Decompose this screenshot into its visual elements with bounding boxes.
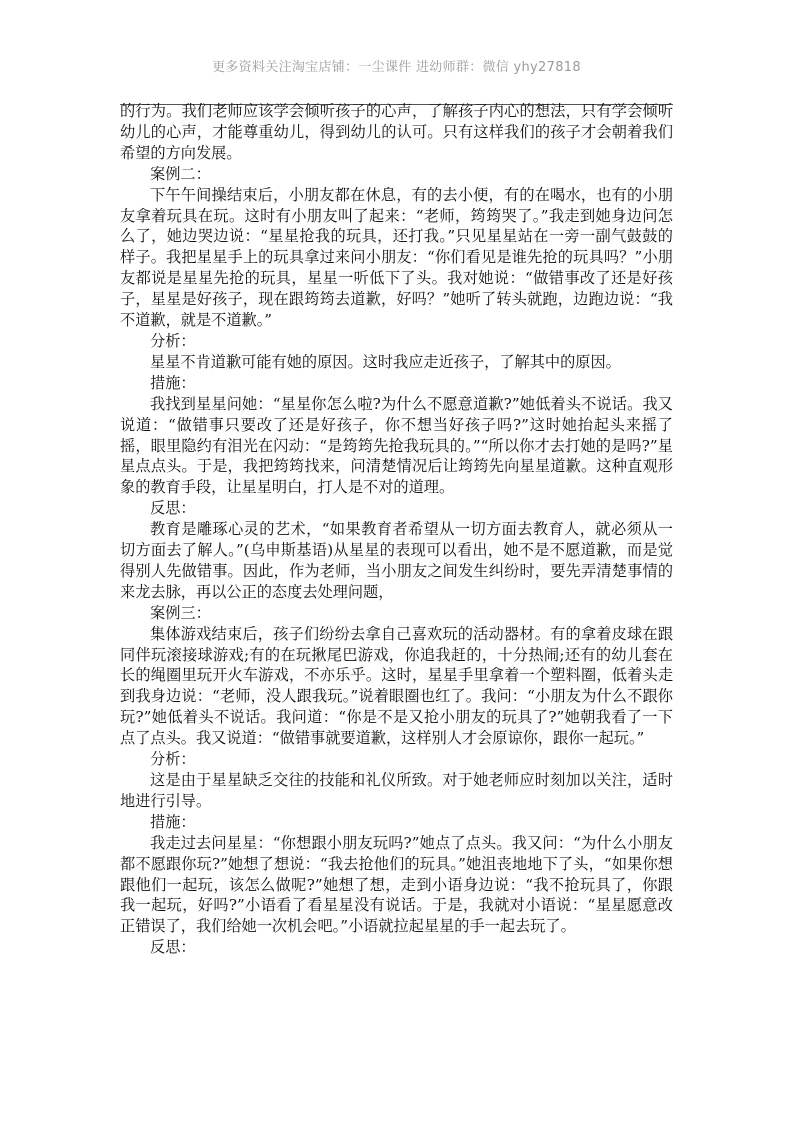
case-two-heading: 案例二： (150, 164, 211, 183)
measures-heading: 措施： (150, 373, 196, 392)
case-two-reflection: 教育是雕琢心灵的艺术，“如果教育者希望从一切方面去教育人，就必须从一切方面去了解人。”(乌申斯基语)从星星的表现可以看出，她不是不愿道歉，而是觉得别人先做错事。因此，作为老师，当小朋友之间发生纠纷时，要先弄清楚事情的来龙去脉，再以公正的态度去处理问题， (120, 520, 673, 601)
case-three-analysis: 这是由于星星缺乏交往的技能和礼仪所致。对于她老师应时刻加以关注，适时地进行引导。 (120, 771, 673, 810)
case-two-measures: 我找到星星问她：“星星你怎么啦?为什么不愿意道歉?”她低着头不说话。我又说道：“做错事只要改了还是好孩子，你不想当好孩子吗?”这时她抬起头来摇了摇，眼里隐约有泪光在闪动：“是筠筠先抢我玩具的。”“所以你才去打她的是吗?”星星点点头。于是，我把筠筠找来，问清楚情况后让筠筠先向星星道歉。这种直观形象的教育手段，让星星明白，打人是不对的道理。 (120, 394, 673, 497)
case-three-narrative: 集体游戏结束后，孩子们纷纷去拿自己喜欢玩的活动器材。有的拿着皮球在跟同伴玩滚接球游戏;有的在玩揪尾巴游戏，你追我赶的，十分热闹;还有的幼儿套在长的绳圈里玩开火车游戏，不亦乐乎。这时，星星手里拿着一个塑料圈，低着头走到我身边说：“老师，没人跟我玩。”说着眼圈也红了。我问：“小朋友为什么不跟你玩?”她低着头不说话。我问道：“你是不是又抢小朋友的玩具了?”她朝我看了一下点了点头。我又说道：“做错事就要道歉，这样别人才会原谅你，跟你一起玩。” (120, 624, 673, 748)
case-three-heading: 案例三： (150, 603, 211, 622)
case-three-measures: 我走过去问星星：“你想跟小朋友玩吗?”她点了点头。我又问：“为什么小朋友都不愿跟你玩?”她想了想说：“我去抢他们的玩具。”她沮丧地地下了头，“如果你想跟他们一起玩，该怎么做呢?”她想了想，走到小语身边说：“我不抢玩具了，你跟我一起玩，好吗?”小语看了看星星没有说话。于是，我就对小语说：“星星愿意改正错误了，我们给她一次机会吧。”小语就拉起星星的手一起去玩了。 (120, 833, 673, 936)
page-header-watermark: 更多资料关注淘宝店铺：一尘课件 进幼师群：微信 yhy27818 (212, 60, 581, 75)
analysis-heading: 分析： (150, 750, 196, 769)
case-two-analysis: 星星不肯道歉可能有她的原因。这时我应走近孩子，了解其中的原因。 (150, 352, 621, 371)
case-two-narrative: 下午午间操结束后，小朋友都在休息，有的去小便，有的在喝水，也有的小朋友拿着玩具在玩。这时有小朋友叫了起来：“老师，筠筠哭了。”我走到她身边问怎么了，她边哭边说：“星星抢我的玩具，还打我。”只见星星站在一旁一副气鼓鼓的样子。我把星星手上的玩具拿过来问小朋友：“你们看见是谁先抢的玩具吗？”小朋友都说是星星先抢的玩具，星星一听低下了头。我对她说：“做错事改了还是好孩子，星星是好孩子，现在跟筠筠去道歉，好吗？”她听了转头就跑，边跑边说：“我不道歉，就是不道歉。” (120, 185, 673, 330)
paragraph-intro-continuation: 的行为。我们老师应该学会倾听孩子的心声，了解孩子内心的想法，只有学会倾听幼儿的心声，才能尊重幼儿，得到幼儿的认可。只有这样我们的孩子才会朝着我们希望的方向发展。 (120, 102, 673, 162)
document-body (120, 101, 673, 958)
analysis-heading: 分析： (150, 331, 196, 350)
reflection-heading: 反思： (150, 499, 196, 518)
reflection-heading: 反思： (150, 938, 196, 957)
measures-heading: 措施： (150, 812, 196, 831)
